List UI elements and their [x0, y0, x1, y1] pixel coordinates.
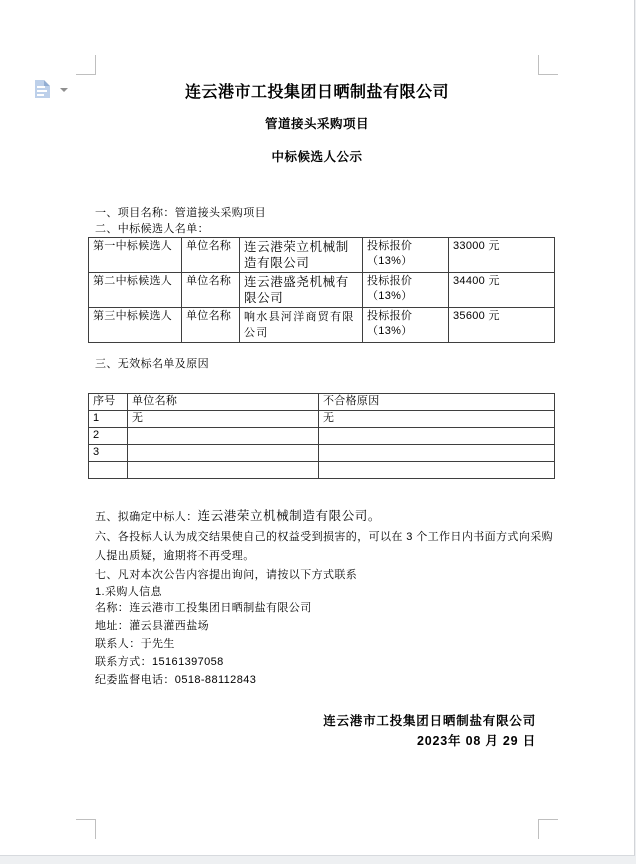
unit-name-value — [128, 445, 319, 462]
supervision-phone: 纪委监督电话：0518-88112843 — [95, 674, 257, 686]
unit-name-value: 无 — [128, 411, 319, 428]
unit-name-label: 单位名称 — [182, 238, 240, 273]
invalid-table-header-row — [89, 394, 555, 411]
bid-price-label: 投标报价（13%） — [363, 308, 449, 343]
row-index — [89, 462, 128, 479]
text-boundary-mark — [95, 55, 96, 75]
unit-name-label: 单位名称 — [182, 308, 240, 343]
candidate-row-1 — [89, 238, 555, 273]
reason-value — [319, 462, 555, 479]
reason-value — [319, 445, 555, 462]
candidate-row-3 — [89, 308, 555, 343]
section-6-text-line2: 人提出质疑，逾期将不再受理。 — [95, 550, 255, 562]
text-boundary-mark — [76, 74, 96, 75]
bid-price-label: 投标报价（13%） — [363, 238, 449, 273]
column-header-reason: 不合格原因 — [319, 394, 555, 411]
bid-price-value: 34400 元 — [449, 273, 555, 308]
section-5-winner — [95, 509, 381, 525]
signature-company: 连云港市工投集团日晒制盐有限公司 — [323, 714, 536, 728]
text-boundary-mark — [76, 819, 96, 820]
section-5-prefix: 五、拟确定中标人： — [95, 511, 198, 523]
section-2-heading: 二、中标候选人名单： — [95, 223, 209, 235]
purchaser-info-heading: 1.采购人信息 — [95, 586, 162, 598]
column-header-index: 序号 — [89, 394, 128, 411]
purchaser-name: 名称：连云港市工投集团日晒制盐有限公司 — [95, 602, 312, 614]
column-header-unit-name: 单位名称 — [128, 394, 319, 411]
section-3-heading: 三、无效标名单及原因 — [95, 358, 209, 370]
text-boundary-mark — [95, 819, 96, 839]
invalid-row-3 — [89, 445, 555, 462]
row-index: 2 — [89, 428, 128, 445]
candidate-rank: 第二中标候选人 — [89, 273, 182, 308]
company-name: 响水县河洋商贸有限公司 — [240, 308, 363, 343]
invalid-row-1 — [89, 411, 555, 428]
candidates-table — [88, 237, 555, 343]
candidate-row-2 — [89, 273, 555, 308]
text-boundary-mark — [538, 819, 539, 839]
bid-price-label: 投标报价（13%） — [363, 273, 449, 308]
company-name: 连云港荣立机械制造有限公司 — [240, 238, 363, 273]
section-6-text-line1: 六、各投标人认为成交结果使自己的权益受到损害的，可以在 3 个工作日内书面方式向采购 — [95, 531, 554, 543]
unit-name-label: 单位名称 — [182, 273, 240, 308]
invalid-row-4 — [89, 462, 555, 479]
invalid-row-2 — [89, 428, 555, 445]
section-7-text: 七、凡对本次公告内容提出询问，请按以下方式联系 — [95, 569, 358, 581]
purchaser-address: 地址：灌云县灌西盐场 — [95, 620, 209, 632]
section-1-project-name: 一、项目名称：管道接头采购项目 — [95, 207, 266, 219]
text-boundary-mark — [538, 55, 539, 75]
text-boundary-mark — [538, 819, 558, 820]
reason-value: 无 — [319, 411, 555, 428]
subtitle-announcement: 中标候选人公示 — [271, 150, 363, 164]
company-name: 连云港盛尧机械有限公司 — [240, 273, 363, 308]
winner-company-name: 连云港荣立机械制造有限公司。 — [197, 509, 382, 523]
page-title: 连云港市工投集团日晒制盐有限公司 — [184, 84, 449, 101]
row-index: 1 — [89, 411, 128, 428]
candidate-rank: 第三中标候选人 — [89, 308, 182, 343]
signature-block — [323, 711, 536, 751]
contact-person: 联系人：于先生 — [95, 638, 175, 650]
subtitle-project: 管道接头采购项目 — [264, 117, 369, 131]
bid-price-value: 33000 元 — [449, 238, 555, 273]
candidate-rank: 第一中标候选人 — [89, 238, 182, 273]
invalid-bids-table — [88, 393, 555, 479]
row-index: 3 — [89, 445, 128, 462]
purchaser-contact-block — [95, 599, 312, 689]
unit-name-value — [128, 428, 319, 445]
reason-value — [319, 428, 555, 445]
text-boundary-mark — [538, 74, 558, 75]
unit-name-value — [128, 462, 319, 479]
contact-phone: 联系方式：15161397058 — [95, 656, 224, 668]
bid-price-value: 35600 元 — [449, 308, 555, 343]
signature-date: 2023年 08 月 29 日 — [416, 734, 536, 748]
